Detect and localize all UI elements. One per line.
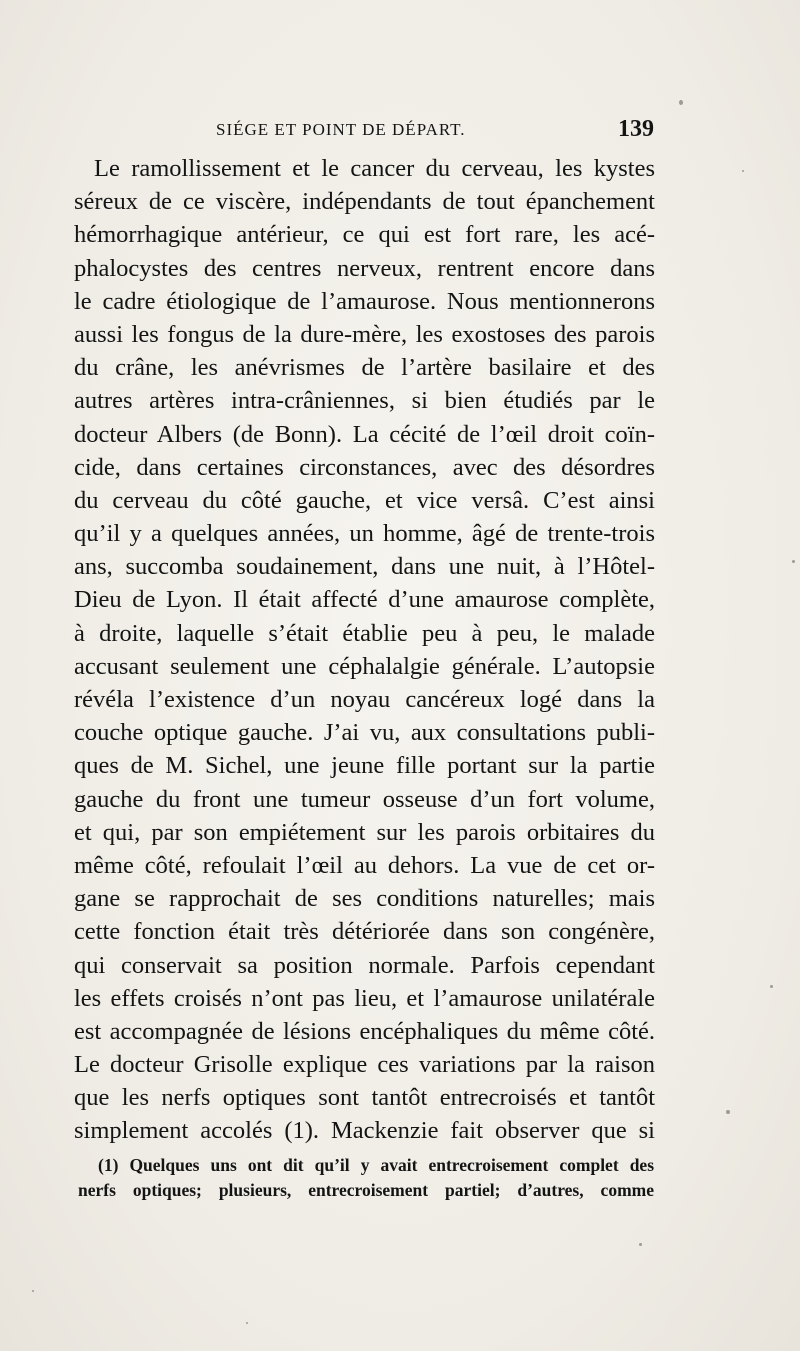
text-line: ques de M. Sichel, une jeune fille portant sur la partie (74, 752, 655, 780)
text-line: docteur Albers (de Bonn). La cécité de l’œil droit coïn- (74, 420, 655, 448)
body-text (74, 152, 655, 1148)
text-line: est accompagnée de lésions encéphaliques du même côté. (74, 1017, 655, 1045)
text-line: simplement accolés (1). Mackenzie fait observer que si (74, 1117, 655, 1145)
text-line: gauche du front une tumeur osseuse d’un fort volume, (74, 785, 655, 813)
text-line: cette fonction était très détériorée dans son congénère, (74, 918, 655, 946)
text-line: gane se rapprochait de ses conditions naturelles; mais (74, 885, 655, 913)
paper-speck (726, 1110, 730, 1114)
text-line: phalocystes des centres nerveux, rentrent encore dans (74, 254, 655, 282)
running-title: SIÉGE ET POINT DE DÉPART. (216, 120, 466, 139)
text-line: Le ramollissement et le cancer du cerveau, les kystes (94, 155, 655, 182)
text-line: Le docteur Grisolle explique ces variations par la raison (74, 1051, 655, 1079)
text-line: du crâne, les anévrismes de l’artère basilaire et des (74, 354, 655, 382)
text-line: qu’il y a quelques années, un homme, âgé de trente-trois (74, 520, 655, 548)
text-line: couche optique gauche. J’ai vu, aux consultations publi- (74, 719, 655, 747)
text-line: révéla l’existence d’un noyau cancéreux logé dans la (74, 686, 655, 713)
paper-speck (742, 170, 744, 172)
text-line: et qui, par son empiétement sur les parois orbitaires du (74, 818, 655, 846)
text-line: que les nerfs optiques sont tantôt entrecroisés et tantôt (74, 1084, 655, 1112)
footnote (78, 1153, 654, 1203)
text-line: les effets croisés n’ont pas lieu, et l’amaurose unilatérale (74, 984, 655, 1012)
text-line: le cadre étiologique de l’amaurose. Nous mentionnerons (74, 287, 655, 315)
text-line: aussi les fongus de la dure-mère, les exostoses des parois (74, 320, 655, 348)
text-line: ans, succomba soudainement, dans une nuit, à l’Hôtel- (74, 553, 655, 581)
paper-speck (32, 1290, 34, 1292)
paper-speck (770, 985, 773, 988)
footnote-line: nerfs optiques; plusieurs, entrecroisement partiel; d’autres, comme (78, 1180, 654, 1200)
text-line: séreux de ce viscère, indépendants de tout épanchement (74, 188, 655, 216)
paper-speck (246, 1322, 248, 1324)
paper-speck (792, 560, 795, 563)
text-line: à droite, laquelle s’était établie peu à peu, le malade (74, 619, 655, 647)
text-line: cide, dans certaines circonstances, avec des désordres (74, 453, 655, 481)
text-line: qui conservait sa position normale. Parfois cependant (74, 951, 655, 979)
text-line: Dieu de Lyon. Il était affecté d’une amaurose complète, (74, 586, 655, 614)
text-line: accusant seulement une céphalalgie générale. L’autopsie (74, 652, 655, 680)
text-line: du cerveau du côté gauche, et vice versâ. C’est ainsi (74, 486, 655, 514)
text-line: même côté, refoulait l’œil au dehors. La vue de cet or- (74, 851, 655, 879)
page-number: 139 (618, 116, 654, 142)
paper-speck (639, 1243, 642, 1246)
page-header (74, 116, 654, 146)
footnote-line: (1) Quelques uns ont dit qu’il y avait entrecroisement complet des (98, 1155, 654, 1175)
paper-speck (679, 100, 683, 105)
text-line: hémorrhagique antérieur, ce qui est fort rare, les acé- (74, 221, 655, 249)
text-line: autres artères intra-crâniennes, si bien étudiés par le (74, 387, 655, 415)
